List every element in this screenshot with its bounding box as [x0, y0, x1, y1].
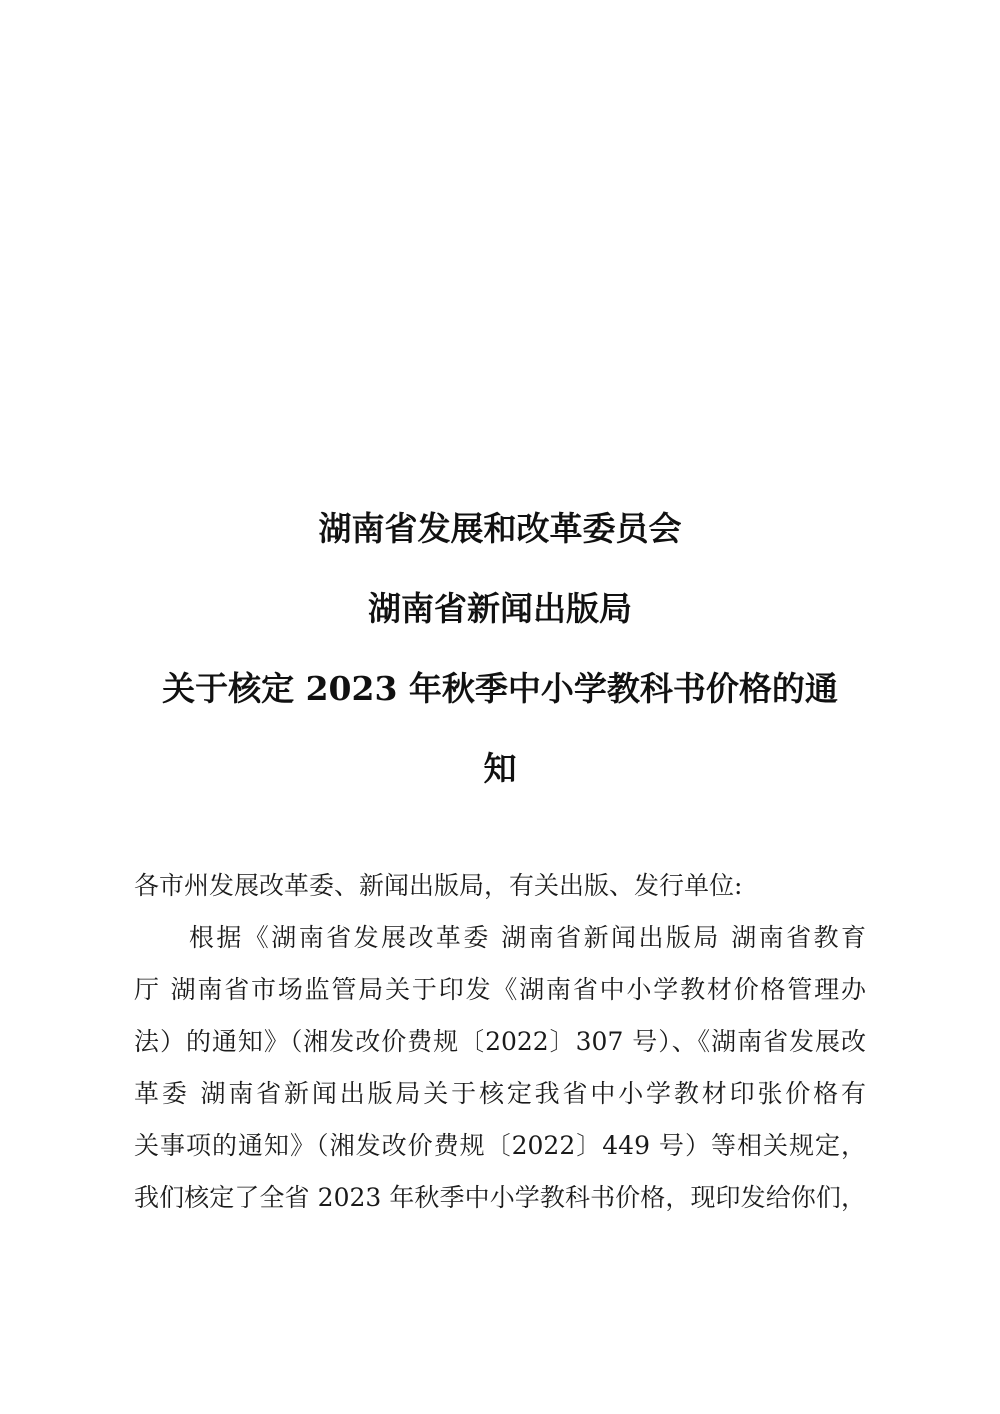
body-line: 厅 湖南省市场监管局关于印发《湖南省中小学教材价格管理办 [134, 975, 866, 1004]
title-line-subject: 关于核定 2023 年秋季中小学教科书价格的通 [162, 669, 838, 708]
title-line-issuer-2: 湖南省新闻出版局 [368, 589, 632, 628]
body-line: 根据《湖南省发展改革委 湖南省新闻出版局 湖南省教育 [134, 923, 866, 952]
body-line: 我们核定了全省 2023 年秋季中小学教科书价格，现印发给你们， [134, 1183, 866, 1212]
document-body [134, 866, 866, 1230]
title-line-subject-end: 知 [483, 749, 517, 788]
body-line: 革委 湖南省新闻出版局关于核定我省中小学教材印张价格有 [134, 1079, 866, 1108]
body-line: 关事项的通知》（湘发改价费规〔2022〕449 号）等相关规定， [134, 1131, 866, 1160]
title-line-issuer-1: 湖南省发展和改革委员会 [318, 509, 682, 548]
salutation: 各市州发展改革委、新闻出版局，有关出版、发行单位: [134, 871, 743, 900]
body-line: 法）的通知》（湘发改价费规〔2022〕307 号）、《湖南省发展改 [134, 1027, 866, 1056]
document-title [100, 498, 900, 818]
